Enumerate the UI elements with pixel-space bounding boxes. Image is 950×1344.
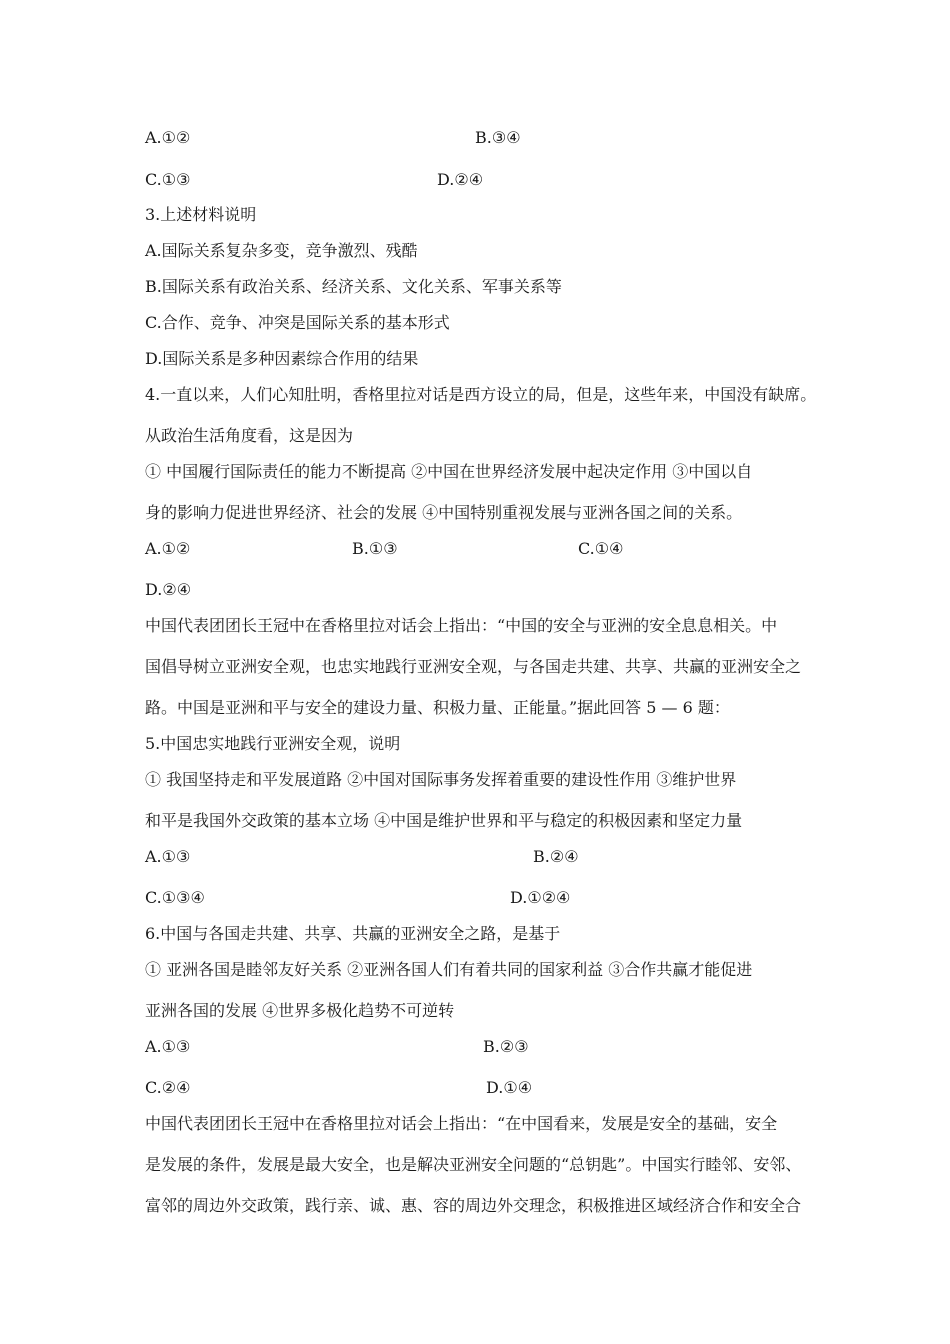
option-a: A.①③ <box>145 1037 191 1056</box>
material-paragraph-cont: 国倡导树立亚洲安全观，也忠实地践行亚洲安全观，与各国走共建、共享、共赢的亚洲安全之 <box>145 657 802 676</box>
question-5-stem: 5.中国忠实地践行亚洲安全观，说明 <box>145 734 401 753</box>
option-d: D.①②④ <box>510 888 571 907</box>
option-a: A.国际关系复杂多变，竞争激烈、残酷 <box>145 241 418 260</box>
question-5-items-cont: 和平是我国外交政策的基本立场 ④中国是维护世界和平与稳定的积极因素和坚定力量 <box>145 811 743 830</box>
question-4-items-cont: 身的影响力促进世界经济、社会的发展 ④中国特别重视发展与亚洲各国之间的关系。 <box>145 503 743 522</box>
question-6-items-cont: 亚洲各国的发展 ④世界多极化趋势不可逆转 <box>145 1001 455 1020</box>
option-b: B.②③ <box>483 1037 529 1056</box>
option-d: D.①④ <box>486 1078 533 1097</box>
option-a: A.①② <box>145 128 191 147</box>
material-paragraph: 中国代表团团长王冠中在香格里拉对话会上指出：“中国的安全与亚洲的安全息息相关。中 <box>145 616 778 635</box>
material-paragraph-cont: 路。中国是亚洲和平与安全的建设力量、积极力量、正能量。”据此回答 5 — 6 题： <box>145 698 730 717</box>
option-c: C.②④ <box>145 1078 191 1097</box>
question-4-items: ① 中国履行国际责任的能力不断提高 ②中国在世界经济发展中起决定作用 ③中国以自 <box>145 462 753 481</box>
material-paragraph-cont: 富邻的周边外交政策，践行亲、诚、惠、容的周边外交理念，积极推进区域经济合作和安全合 <box>145 1196 802 1215</box>
option-c: C.①④ <box>578 539 624 558</box>
question-6-stem: 6.中国与各国走共建、共享、共赢的亚洲安全之路，是基于 <box>145 924 561 943</box>
question-4-stem-cont: 从政治生活角度看，这是因为 <box>145 426 354 445</box>
option-b: B.③④ <box>475 128 521 147</box>
option-d: D.国际关系是多种因素综合作用的结果 <box>145 349 419 368</box>
option-d: D.②④ <box>437 170 484 189</box>
option-b: B.②④ <box>533 847 579 866</box>
option-b: B.①③ <box>352 539 398 558</box>
question-5-items: ① 我国坚持走和平发展道路 ②中国对国际事务发挥着重要的建设性作用 ③维护世界 <box>145 770 737 789</box>
question-3-stem: 3.上述材料说明 <box>145 205 257 224</box>
question-4-stem: 4.一直以来，人们心知肚明，香格里拉对话是西方设立的局，但是，这些年来，中国没有缺席。 <box>145 385 817 404</box>
option-c: C.①③④ <box>145 888 205 907</box>
option-a: A.①② <box>145 539 191 558</box>
option-b: B.国际关系有政治关系、经济关系、文化关系、军事关系等 <box>145 277 562 296</box>
option-a: A.①③ <box>145 847 191 866</box>
question-6-items: ① 亚洲各国是睦邻友好关系 ②亚洲各国人们有着共同的国家利益 ③合作共赢才能促进 <box>145 960 753 979</box>
material-paragraph-cont: 是发展的条件，发展是最大安全，也是解决亚洲安全问题的“总钥匙”。中国实行睦邻、安邻、 <box>145 1155 802 1174</box>
option-d: D.②④ <box>145 580 192 599</box>
material-paragraph: 中国代表团团长王冠中在香格里拉对话会上指出：“在中国看来，发展是安全的基础，安全 <box>145 1114 778 1133</box>
option-c: C.①③ <box>145 170 191 189</box>
option-c: C.合作、竞争、冲突是国际关系的基本形式 <box>145 313 450 332</box>
